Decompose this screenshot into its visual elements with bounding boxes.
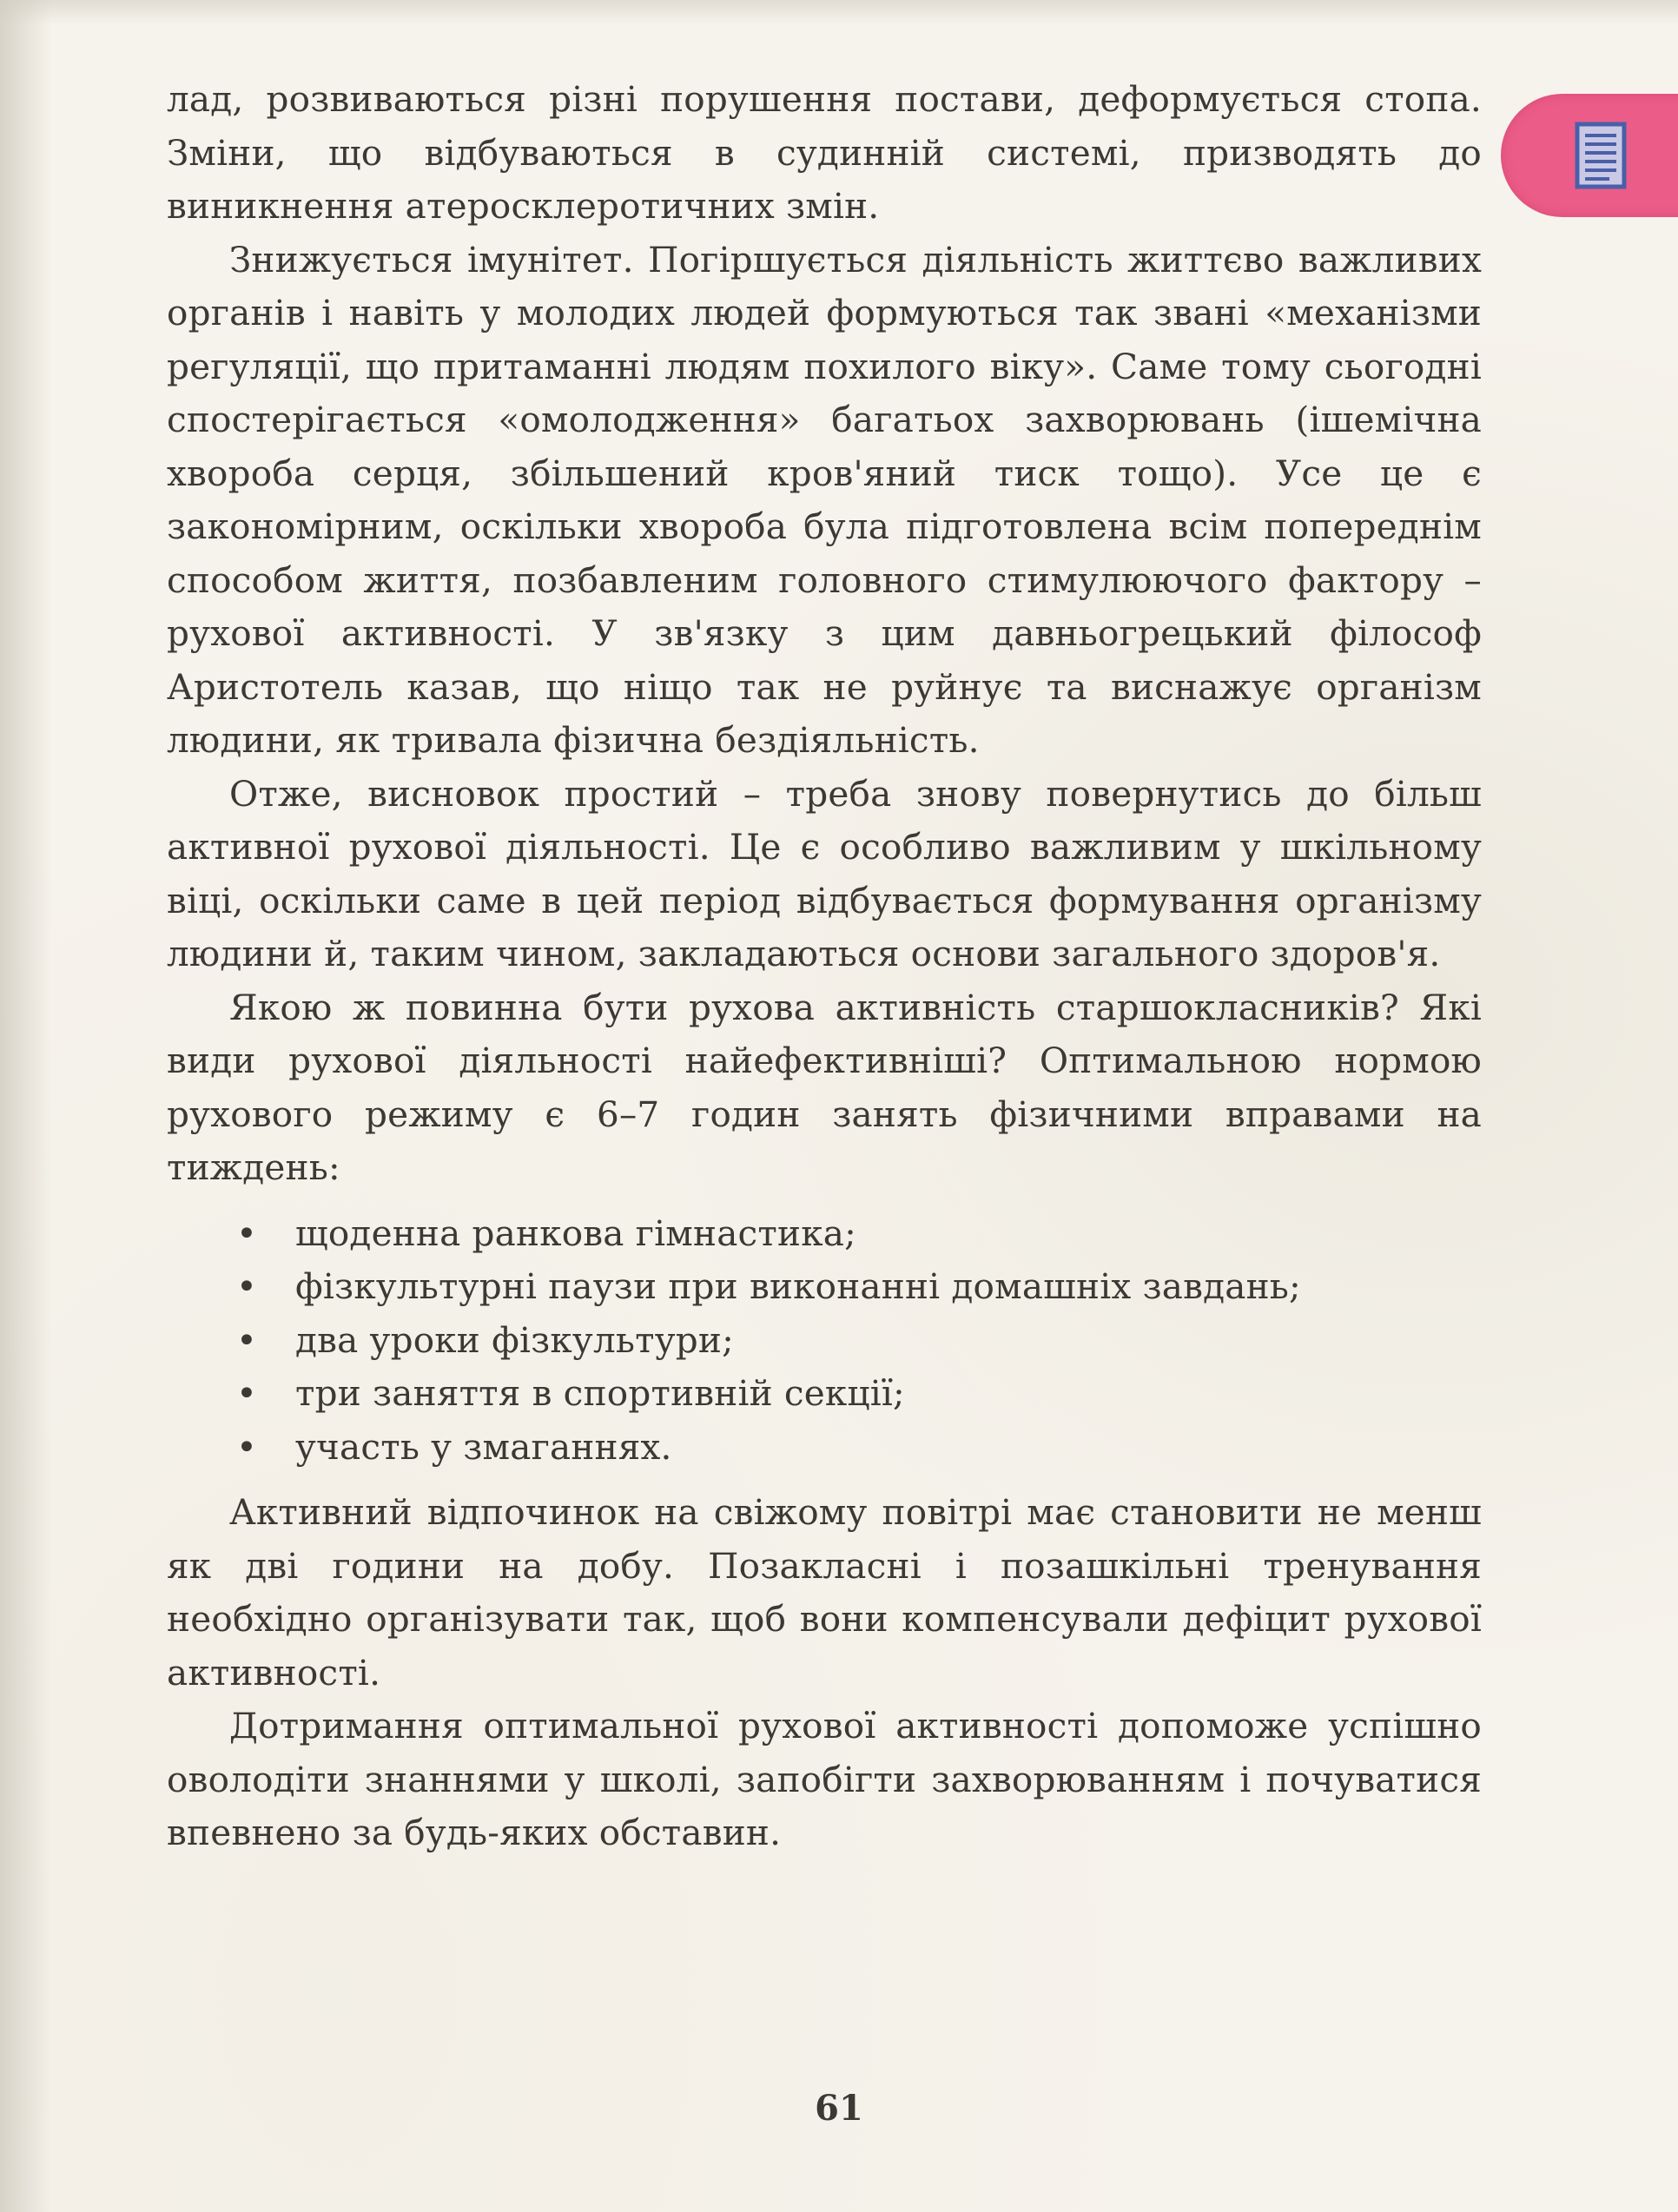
list-item: • три заняття в спортивній секції; — [167, 1367, 1482, 1421]
list-item: • два уроки фізкультури; — [167, 1314, 1482, 1368]
bullet-icon: • — [236, 1372, 258, 1414]
top-edge-shadow — [0, 0, 1678, 24]
bullet-icon: • — [236, 1212, 258, 1254]
list-item: • участь у змаганнях. — [167, 1421, 1482, 1475]
bullet-icon: • — [236, 1318, 258, 1361]
paragraph-6: Дотримання оптимальної рухової активності допоможе успішно оволодіти знаннями у школі, запобігти захворюванням і почуватися впевнено за будь-яких обставин. — [167, 1705, 1482, 1853]
page-content — [167, 73, 1482, 1860]
section-tab — [1501, 94, 1678, 217]
bullet-icon: • — [236, 1425, 258, 1468]
activity-list — [167, 1207, 1482, 1475]
paragraph-4: Якою ж повинна бути рухова активність старшокласників? Які види рухової діяльності найефективніші? Оптимальною нормою рухового режиму є 6–7 годин занять фізичними вправами на тиждень: — [167, 986, 1482, 1188]
page-number: 61 — [815, 2088, 863, 2129]
bullet-icon: • — [236, 1265, 258, 1307]
list-item: • щоденна ранкова гімнастика; — [167, 1207, 1482, 1261]
paragraph-1: лад, розвиваються різні порушення постави, деформується стопа. Зміни, що відбуваються в судинній системі, призводять до виникнення атеросклеротичних змін. — [167, 78, 1482, 227]
paragraph-3: Отже, висновок простий – треба знову повернутись до більш активної рухової діяльності. Це є особливо важливим у шкільному віці, оскільки саме в цей період відбувається формування організму людини й, таким чином, закладаються основи загального здоров'я. — [167, 772, 1482, 974]
document-icon — [1575, 122, 1627, 189]
paragraph-2: Знижується імунітет. Погіршується діяльність життєво важливих органів і навіть у молодих людей формуються так звані «механізми регуляції, що притаманні людям похилого віку». Саме тому сьогодні спостерігається «омолодження» багатьох захворювань (ішемічна хвороба серця, збільшений кров'яний тиск тощо). Усе це є закономірним, оскільки хвороба була підготовлена всім попереднім способом життя, позбавленим головного стимулюючого фактору – рухової активності. У зв'язку з цим давньогрецький філософ Аристотель казав, що ніщо так не руйнує та виснажує організм людини, як тривала фізична бездіяльність. — [167, 238, 1482, 761]
paragraph-5: Активний відпочинок на свіжому повітрі має становити не менш як дві години на добу. Позакласні і позашкільні тренування необхідно організувати так, щоб вони компенсували дефіцит рухової активності. — [167, 1491, 1482, 1694]
list-item: • фізкультурні паузи при виконанні домашніх завдань; — [167, 1260, 1482, 1314]
spine-shadow — [0, 0, 52, 2212]
